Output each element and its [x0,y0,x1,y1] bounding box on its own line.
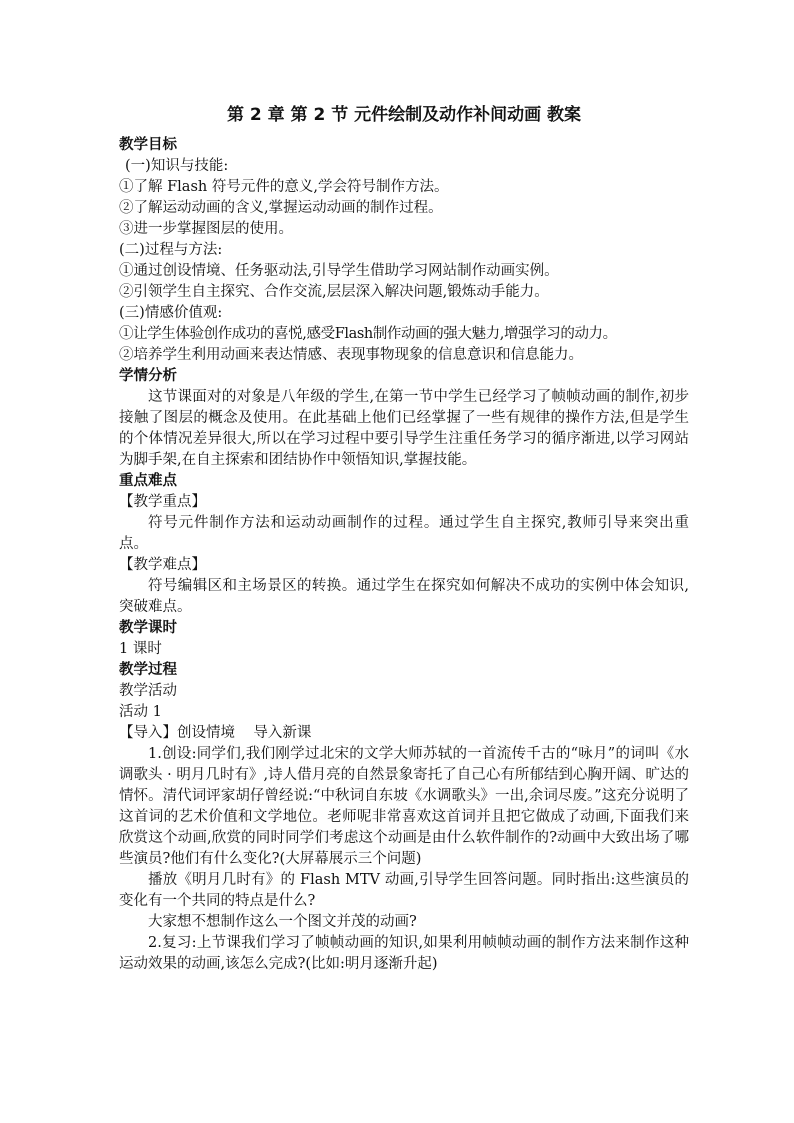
section-heading-process: 教学过程 [119,662,177,678]
hours-value: 1 课时 [119,641,162,657]
process-item: ①通过创设情境、任务驱动法,引导学生借助学习网站制作动画实例。 [119,263,559,279]
document-title: 第 2 章 第 2 节 元件绘制及动作补间动画 教案 [226,105,582,125]
analysis-paragraph: 这节课面对的对象是八年级的学生,在第一节中学生已经学习了帧帧动画的制作,初步接触了图层的概念及使用。在此基础上他们已经掌握了一些有规律的操作方法,但是学生的个体情况差异很大,所以在学习过程中要引导学生注重任务学习的循序渐进,以学习网站为脚手架,在自主探索和团结协作中领悟知识,掌握技能。 [119,389,689,468]
knowledge-heading: (一)知识与技能: [125,158,229,174]
section-heading-key-points: 重点难点 [119,473,177,489]
knowledge-item: ②了解运动动画的含义,掌握运动动画的制作过程。 [119,200,443,216]
section-heading-analysis: 学情分析 [119,368,177,384]
process-paragraph: 2.复习:上节课我们学习了帧帧动画的知识,如果利用帧帧动画的制作方法来制作这种运动效果的动画,该怎么完成?(比如:明月逐渐升起) [119,935,689,972]
process-paragraph: 播放《明月几时有》的 Flash MTV 动画,引导学生回答问题。同时指出:这些演员的变化有一个共同的特点是什么? [119,872,689,909]
activities-label: 教学活动 [119,683,177,699]
focus-paragraph: 符号元件制作方法和运动动画制作的过程。通过学生自主探究,教师引导来突出重点。 [119,515,689,552]
process-item: ②引领学生自主探究、合作交流,层层深入解决问题,锻炼动手能力。 [119,284,549,300]
lesson-plan-page [119,103,689,975]
values-item: ①让学生体验创作成功的喜悦,感受Flash制作动画的强大魅力,增强学习的动力。 [119,326,617,342]
section-heading-objectives: 教学目标 [119,137,177,153]
focus-label: 【教学重点】 [119,494,206,510]
section-heading-hours: 教学课时 [119,620,177,636]
difficulty-label: 【教学难点】 [119,557,206,573]
process-heading: (二)过程与方法: [119,242,223,258]
process-paragraph: 1.创设:同学们,我们刚学过北宋的文学大师苏轼的一首流传千古的“咏月”的词叫《水调歌头 · 明月几时有》,诗人借月亮的自然景象寄托了自己心有所郁结到心胸开阔、旷达的情怀。清代词评家胡仔曾经说:“中秋词自东坡《水调歌头》一出,余词尽废。”这充分说明了这首词的艺术价值和文学地位。老师呢非常喜欢这首词并且把它做成了动画,下面我们来欣赏这个动画,欣赏的同时同学们考虑这个动画是由什么软件制作的?动画中大致出场了哪些演员?他们有什么变化?(大屏幕展示三个问题) [119,746,689,867]
intro-line: 【导入】创设情境 导入新课 [119,725,312,741]
difficulty-paragraph: 符号编辑区和主场景区的转换。通过学生在探究如何解决不成功的实例中体会知识,突破难点。 [119,578,689,615]
values-heading: (三)情感价值观: [119,305,223,321]
values-item: ②培养学生利用动画来表达情感、表现事物现象的信息意识和信息能力。 [119,347,583,363]
process-paragraph: 大家想不想制作这么一个图文并茂的动画? [148,914,417,930]
activity-label: 活动 1 [119,704,162,720]
knowledge-item: ③进一步掌握图层的使用。 [119,221,293,237]
knowledge-item: ①了解 Flash 符号元件的意义,学会符号制作方法。 [119,179,449,195]
